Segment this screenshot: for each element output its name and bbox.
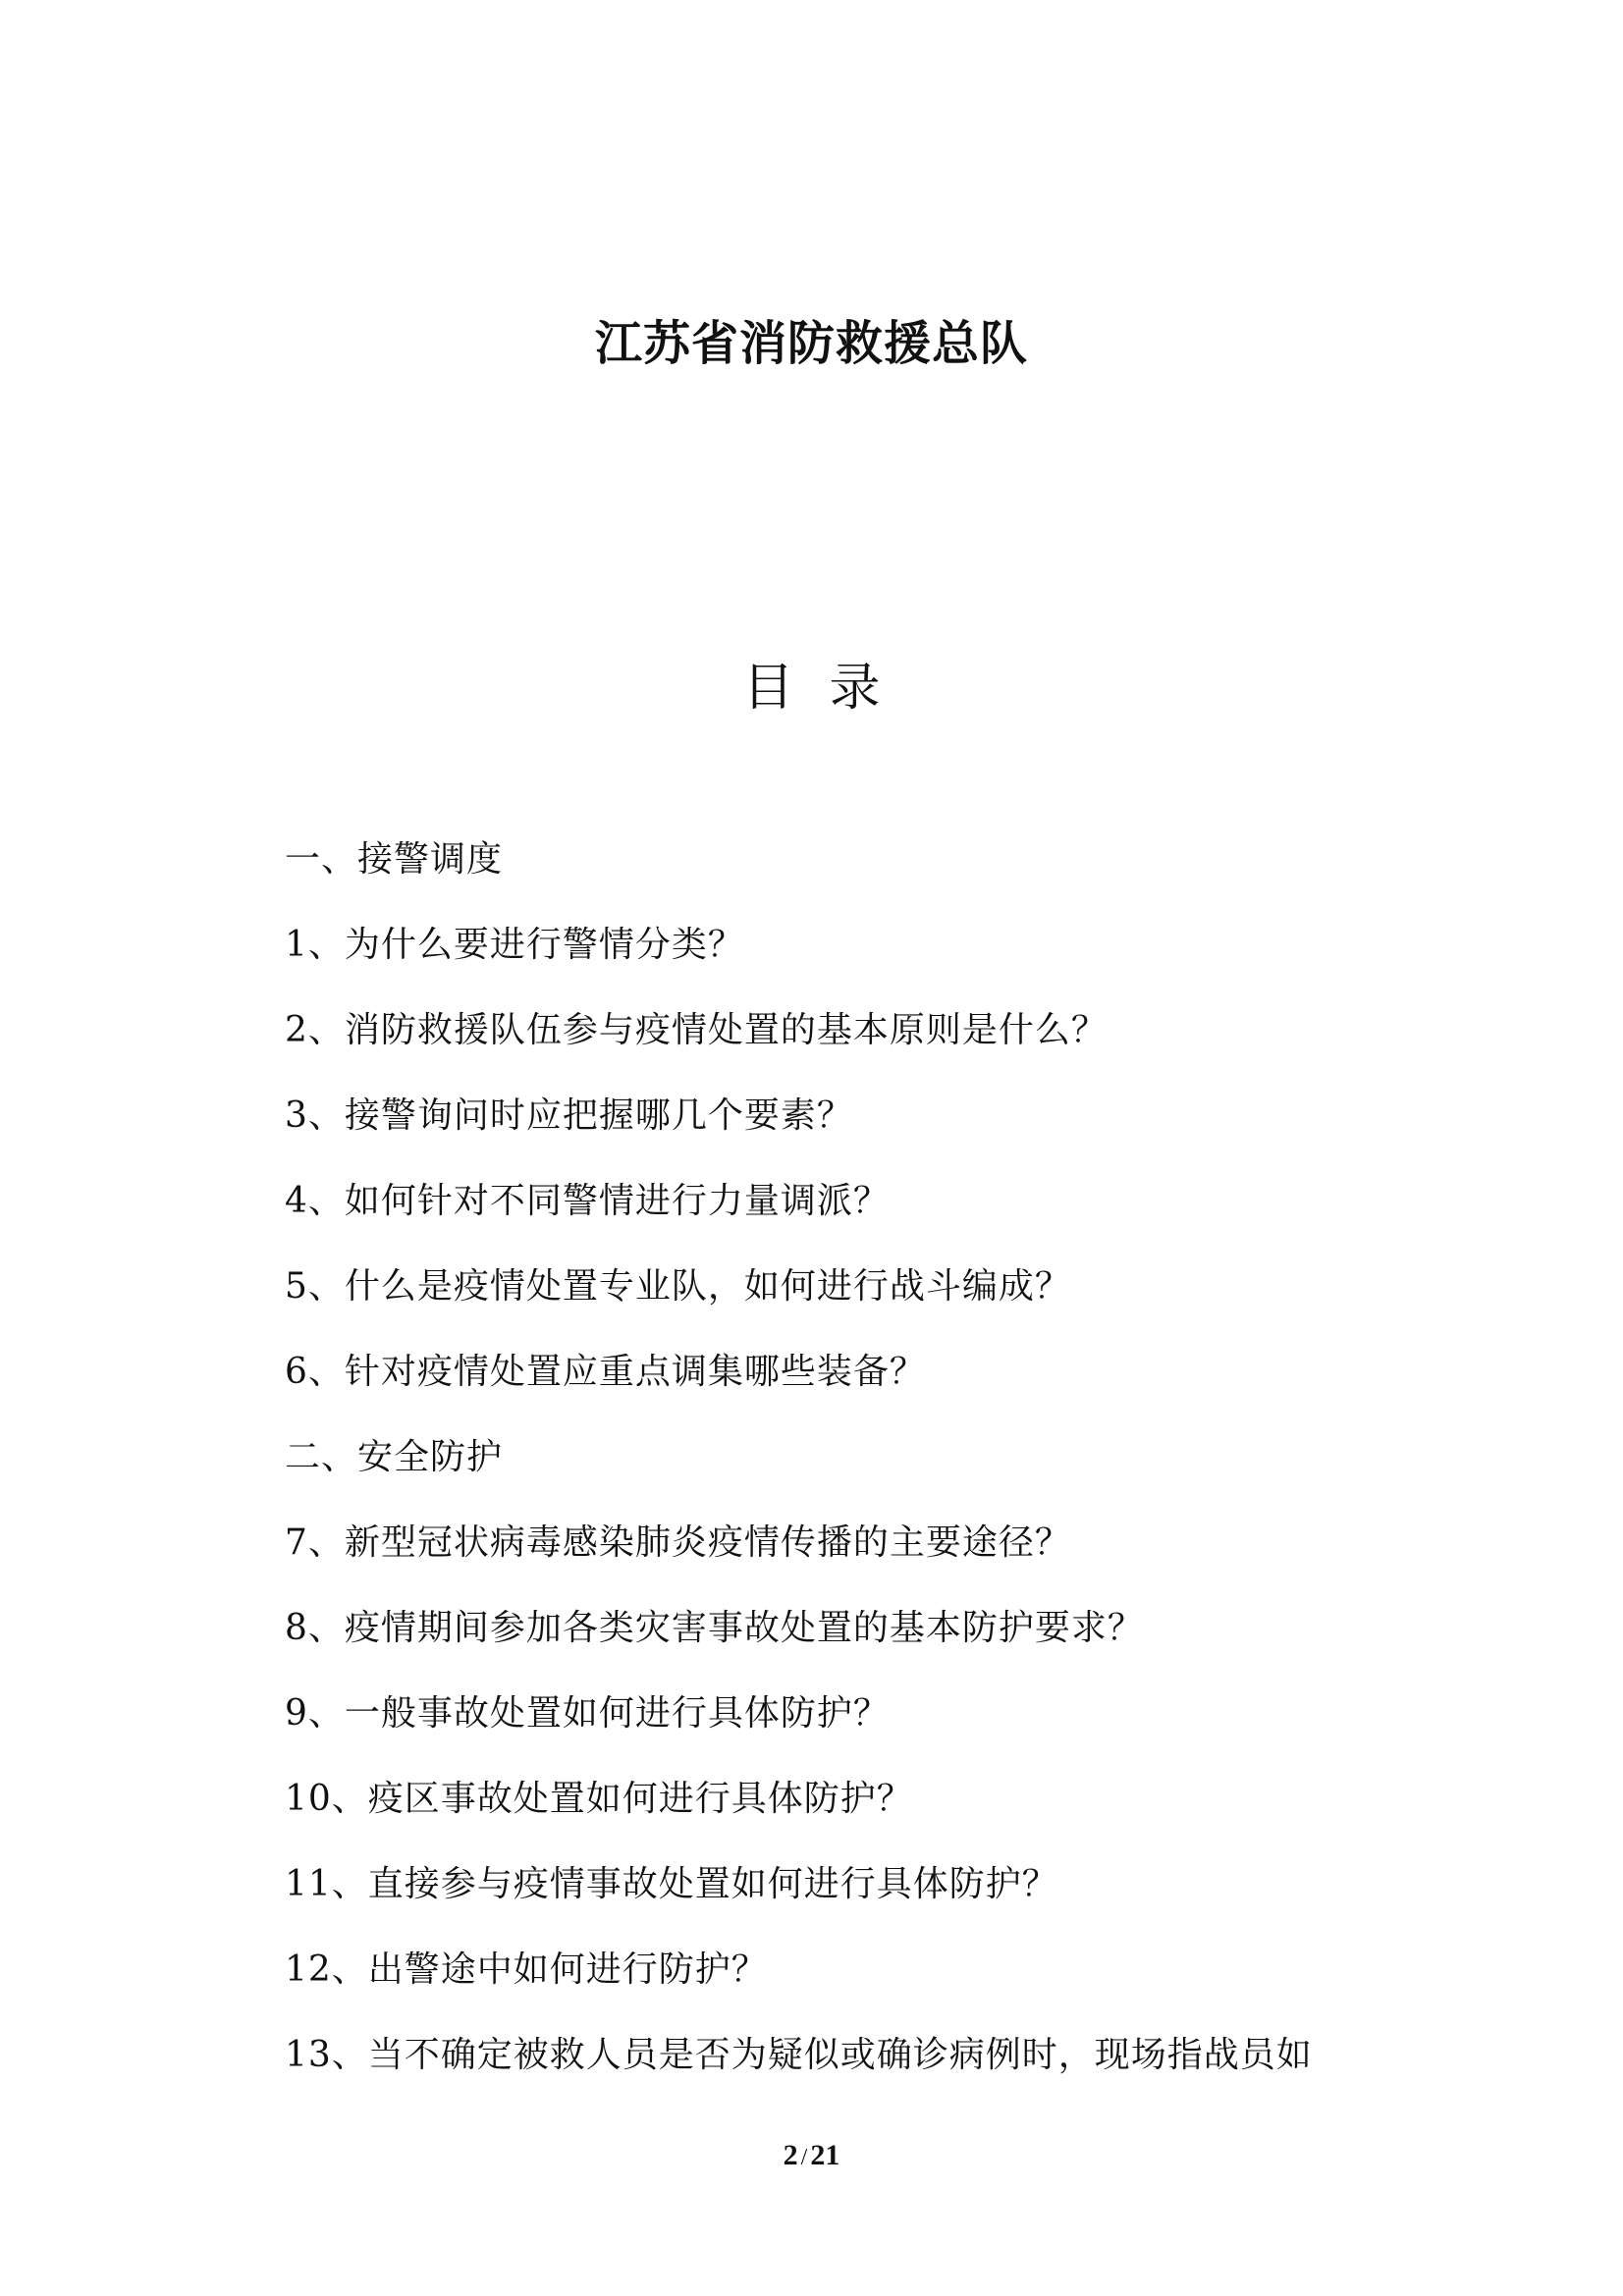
toc-list — [285, 830, 1384, 2111]
toc-heading-char-1: 目 — [742, 659, 794, 718]
toc-entry: 8、疫情期间参加各类灾害事故处置的基本防护要求？ — [285, 1608, 1144, 1648]
page-number-current: 2 — [783, 2139, 798, 2171]
toc-entry: 3、接警询问时应把握哪几个要素？ — [285, 1095, 853, 1136]
organization-title: 江苏省消防救援总队 — [594, 316, 1028, 371]
toc-entry: 7、新型冠状病毒感染肺炎疫情传播的主要途径？ — [285, 1522, 1071, 1563]
toc-section-heading: 一、接警调度 — [285, 839, 504, 880]
page-number-separator: / — [800, 2145, 808, 2170]
toc-entry: 11、直接参与疫情事故处置如何进行具体防护？ — [285, 1864, 1058, 1904]
toc-entry: 10、疫区事故处置如何进行具体防护？ — [285, 1779, 913, 1819]
toc-entry: 5、什么是疫情处置专业队，如何进行战斗编成？ — [285, 1266, 1071, 1307]
page-number-total: 21 — [810, 2139, 840, 2171]
toc-entry: 12、出警途中如何进行防护？ — [285, 1949, 768, 1990]
toc-entry: 13、当不确定被救人员是否为疑似或确诊病例时，现场指战员如 — [285, 2035, 1313, 2075]
toc-section-heading: 二、安全防护 — [285, 1437, 504, 1477]
toc-entry: 6、针对疫情处置应重点调集哪些装备？ — [285, 1352, 926, 1392]
toc-heading-char-2: 录 — [829, 659, 881, 718]
toc-entry: 2、消防救援队伍参与疫情处置的基本原则是什么？ — [285, 1010, 1108, 1050]
page-number — [0, 2136, 1623, 2177]
toc-entry: 1、为什么要进行警情分类？ — [285, 925, 744, 965]
toc-heading — [0, 654, 1623, 722]
toc-entry: 4、如何针对不同警情进行力量调派？ — [285, 1181, 890, 1221]
toc-entry: 9、一般事故处置如何进行具体防护？ — [285, 1693, 890, 1734]
